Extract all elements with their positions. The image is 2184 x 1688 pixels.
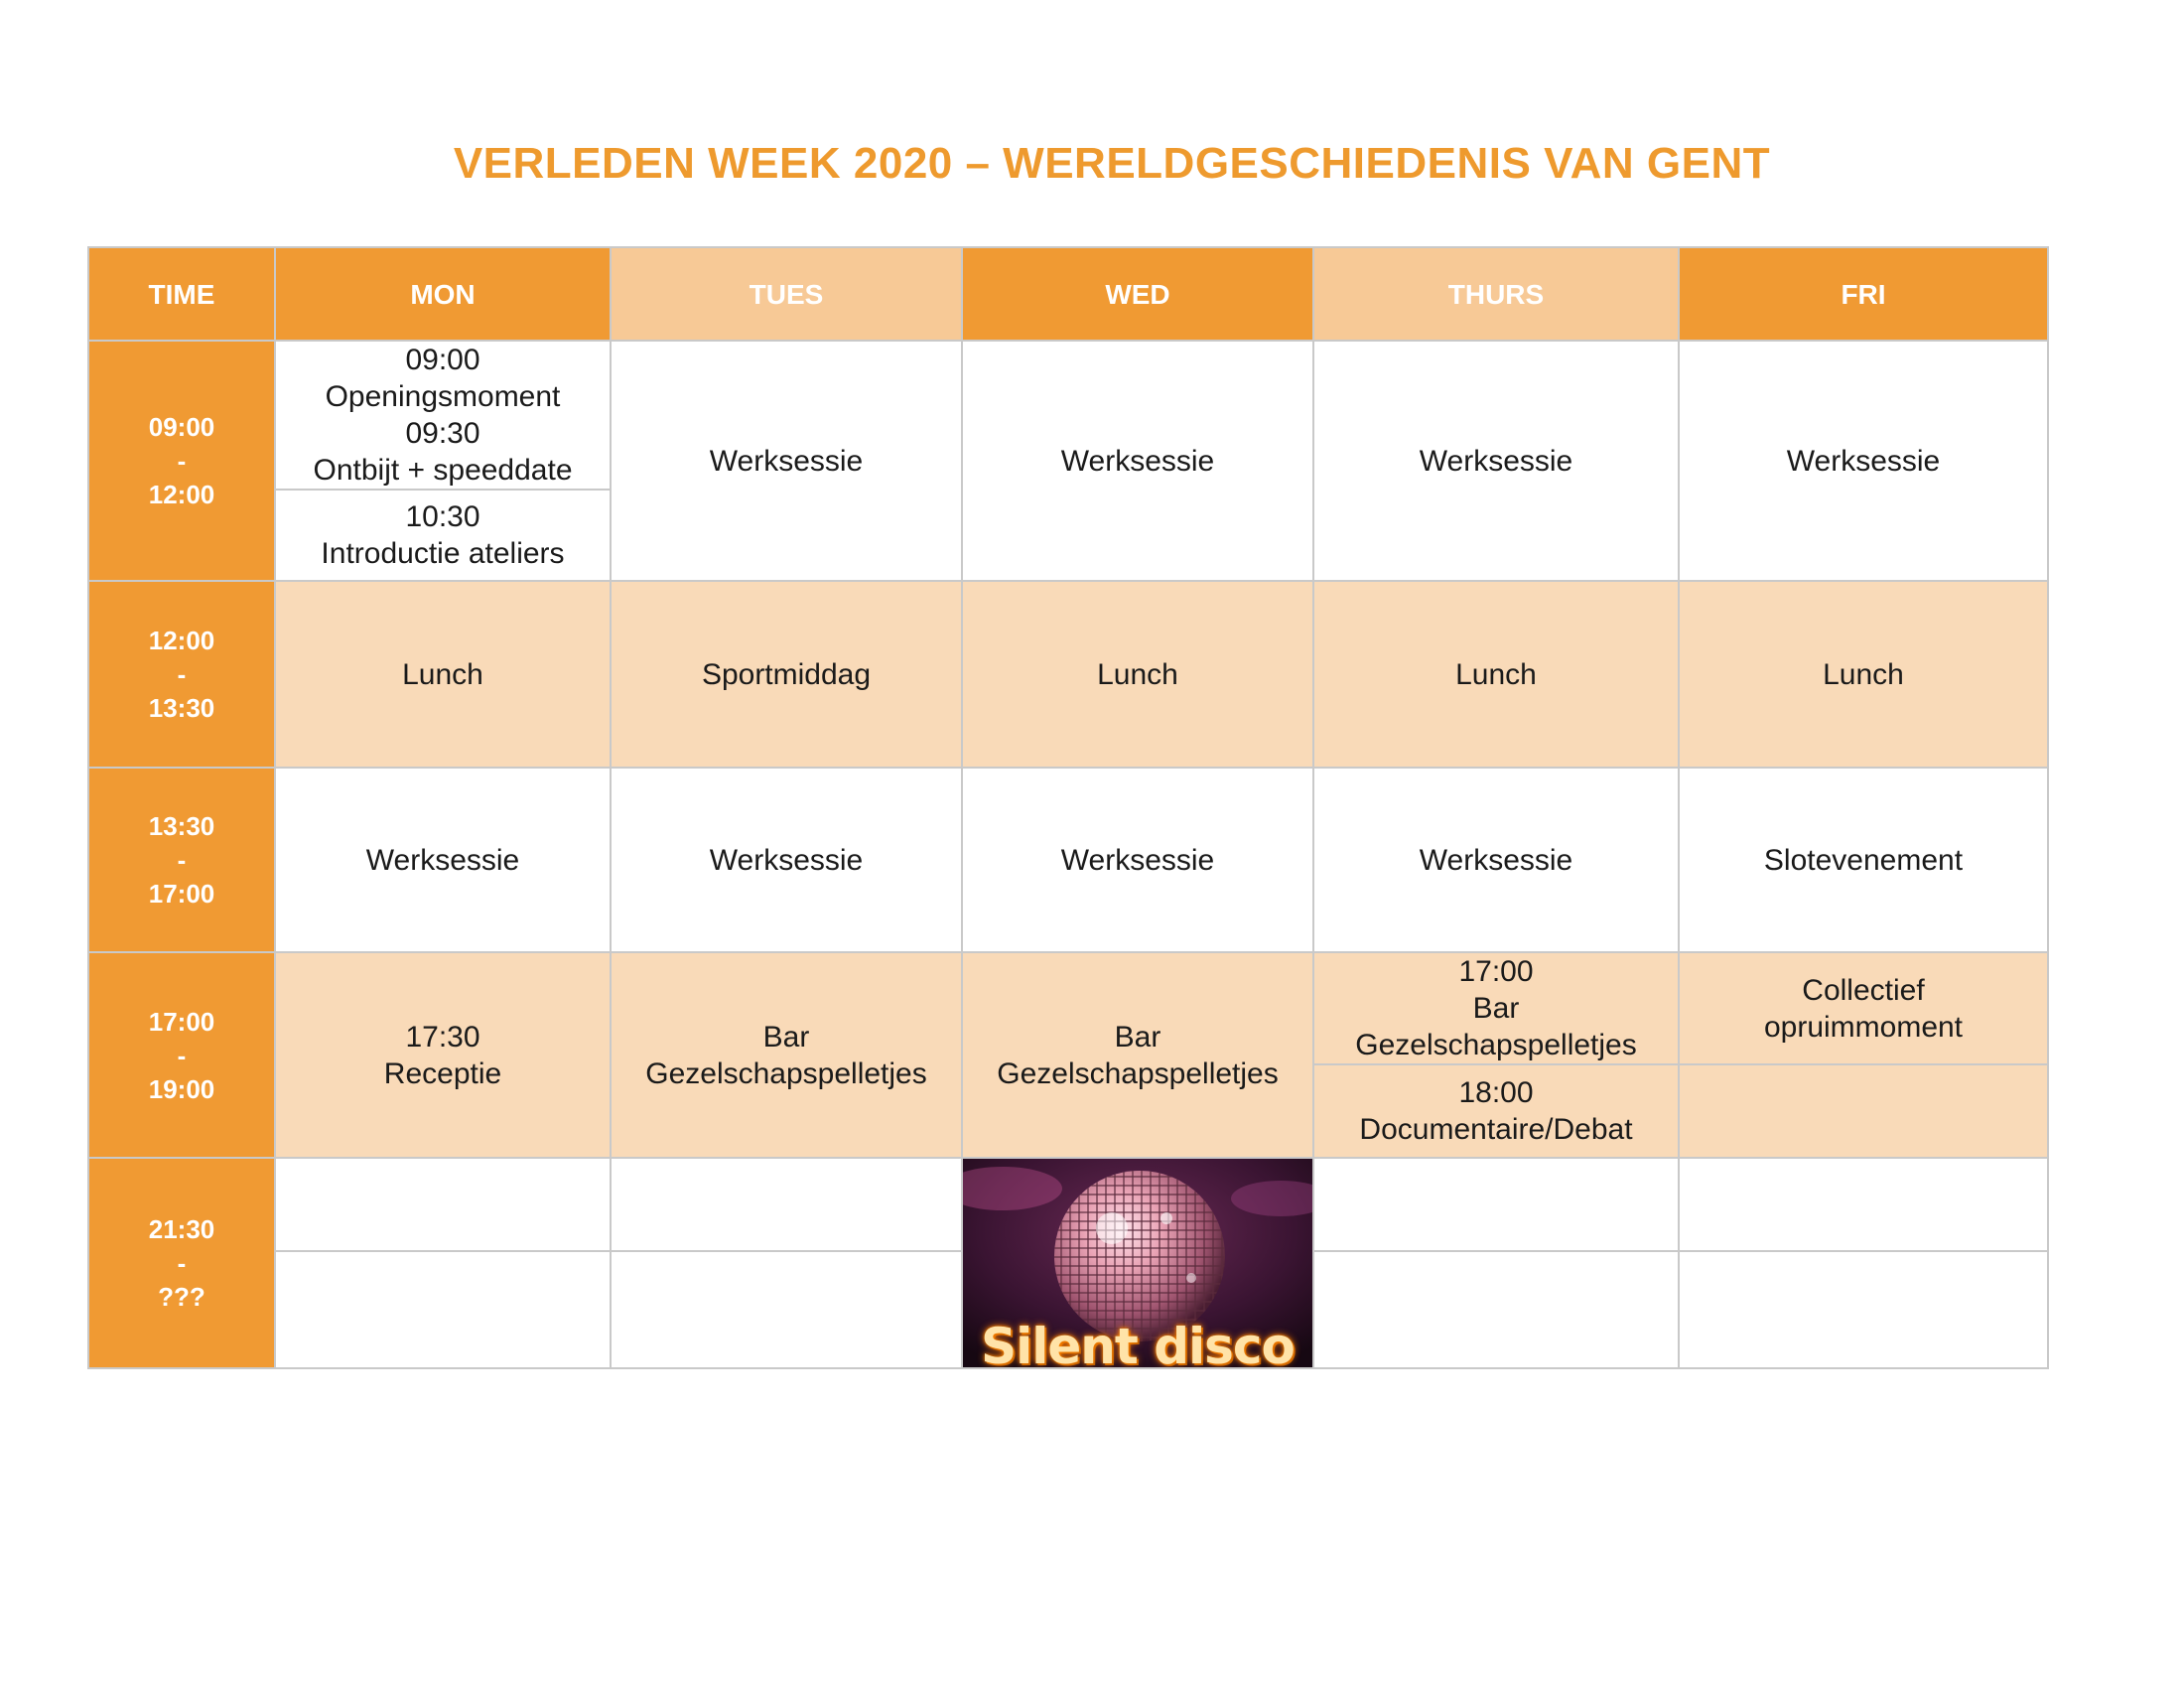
tues-afternoon: Werksessie	[611, 768, 962, 952]
time-sep: -	[177, 659, 187, 689]
silent-disco-image	[962, 1158, 1313, 1368]
fri-afternoon: Slotevenement	[1679, 768, 2048, 952]
disco-caption: Silent disco	[981, 1318, 1295, 1368]
event-time: 09:00	[405, 344, 480, 376]
mon-morning-session-a	[275, 341, 611, 490]
table-row	[88, 341, 2048, 490]
table-row	[88, 768, 2048, 952]
header-row	[88, 247, 2048, 341]
thurs-evening-a	[1313, 952, 1679, 1064]
fri-morning: Werksessie	[1679, 341, 2048, 581]
mon-lunch: Lunch	[275, 581, 611, 768]
schedule-table	[87, 246, 2049, 1369]
header-fri: FRI	[1679, 247, 2048, 341]
thurs-morning: Werksessie	[1313, 341, 1679, 581]
fri-lunch: Lunch	[1679, 581, 2048, 768]
table-row	[88, 1158, 2048, 1251]
time-end: 19:00	[148, 1073, 215, 1104]
time-end: ???	[158, 1282, 205, 1312]
tues-morning: Werksessie	[611, 341, 962, 581]
thurs-evening-b	[1313, 1064, 1679, 1158]
time-start: 13:30	[148, 811, 215, 841]
time-slot-morning	[88, 341, 275, 581]
event-label: Gezelschapspelletjes	[645, 1056, 927, 1090]
fri-evening-a	[1679, 952, 2048, 1064]
header-time: TIME	[88, 247, 275, 341]
wed-evening	[962, 952, 1313, 1158]
event-label: Bar	[762, 1020, 810, 1054]
event-time: 09:30	[405, 417, 480, 450]
event-time: 17:00	[1458, 955, 1534, 988]
event-label: Introductie ateliers	[321, 537, 565, 570]
table-row	[88, 952, 2048, 1064]
time-start: 21:30	[148, 1214, 215, 1244]
time-sep: -	[177, 1040, 187, 1070]
header-tues: TUES	[611, 247, 962, 341]
fri-evening-b	[1679, 1064, 2048, 1158]
time-end: 12:00	[148, 480, 215, 509]
time-slot-evening	[88, 952, 275, 1158]
wed-afternoon: Werksessie	[962, 768, 1313, 952]
tues-lunch: Sportmiddag	[611, 581, 962, 768]
event-label: Bar	[1472, 992, 1520, 1025]
tues-night-a	[611, 1158, 962, 1251]
event-label: Bar	[1114, 1020, 1161, 1054]
wed-morning: Werksessie	[962, 341, 1313, 581]
time-start: 17:00	[148, 1006, 215, 1037]
event-label: Documentaire/Debat	[1359, 1113, 1633, 1146]
time-sep: -	[177, 845, 187, 875]
thurs-lunch: Lunch	[1313, 581, 1679, 768]
table-row	[88, 581, 2048, 768]
time-sep: -	[177, 446, 187, 476]
mon-night-a	[275, 1158, 611, 1251]
event-label: Gezelschapspelletjes	[997, 1056, 1279, 1090]
mon-night-b	[275, 1251, 611, 1368]
event-time: 18:00	[1458, 1076, 1534, 1109]
mon-evening	[275, 952, 611, 1158]
mon-morning-session-b	[275, 490, 611, 581]
header-thurs: THURS	[1313, 247, 1679, 341]
event-time: 17:30	[405, 1020, 480, 1054]
fri-night-a	[1679, 1158, 2048, 1251]
thurs-night-a	[1313, 1158, 1679, 1251]
wed-lunch: Lunch	[962, 581, 1313, 768]
time-end: 13:30	[148, 693, 215, 723]
time-sep: -	[177, 1248, 187, 1278]
time-start: 12:00	[148, 626, 215, 655]
event-label: Openingsmoment	[325, 380, 561, 413]
time-slot-night	[88, 1158, 275, 1368]
event-time: 10:30	[405, 500, 480, 533]
time-end: 17:00	[148, 879, 215, 909]
tues-evening	[611, 952, 962, 1158]
time-slot-lunch	[88, 581, 275, 768]
thurs-night-b	[1313, 1251, 1679, 1368]
time-start: 09:00	[148, 412, 215, 442]
fri-night-b	[1679, 1251, 2048, 1368]
event-label: Ontbijt + speeddate	[313, 454, 573, 487]
mon-afternoon: Werksessie	[275, 768, 611, 952]
page-title: VERLEDEN WEEK 2020 – WERELDGESCHIEDENIS VAN GENT	[453, 139, 1771, 188]
header-mon: MON	[275, 247, 611, 341]
event-label: opruimmoment	[1763, 1010, 1964, 1044]
thurs-afternoon: Werksessie	[1313, 768, 1679, 952]
event-label: Gezelschapspelletjes	[1355, 1029, 1637, 1061]
event-label: Receptie	[383, 1056, 502, 1090]
event-label: Collectief	[1802, 973, 1925, 1007]
header-wed: WED	[962, 247, 1313, 341]
time-slot-afternoon	[88, 768, 275, 952]
tues-night-b	[611, 1251, 962, 1368]
